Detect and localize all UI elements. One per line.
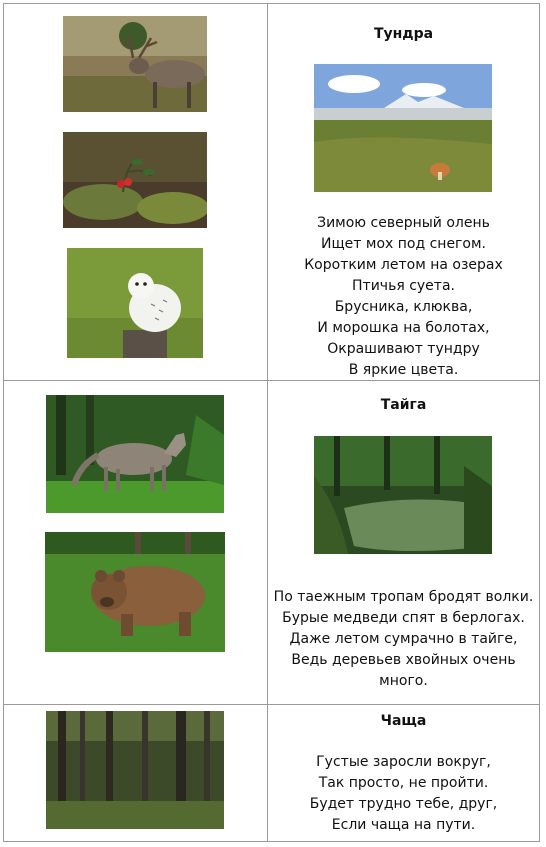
poem-line: Ведь деревьев хвойных очень [291, 652, 516, 668]
lingonberry-photo [63, 132, 207, 228]
tundra-text-cell [268, 4, 540, 381]
taiga-text-cell [268, 381, 540, 705]
thicket-forest-photo [46, 711, 224, 829]
poem-line: Так просто, не пройти. [318, 775, 489, 791]
poem-line: Окрашивают тундру [327, 341, 480, 357]
nature-zones-table [3, 3, 540, 842]
poem-line: Птичья суета. [352, 278, 455, 294]
poem-line: Даже летом сумрачно в тайге, [289, 631, 518, 647]
poem-line: Брусника, клюква, [334, 299, 473, 315]
poem-line: много. [379, 673, 428, 689]
table-row-tundra [4, 4, 540, 381]
zone-title-tundra: Тундра [373, 26, 434, 42]
thicket-poem [268, 752, 539, 836]
tundra-poem [268, 213, 539, 381]
poem-line: Густые заросли вокруг, [316, 754, 491, 770]
table-row-thicket [4, 705, 540, 842]
poem-line: Если чаща на пути. [331, 817, 476, 833]
table-row-taiga [4, 381, 540, 705]
taiga-lake-photo [314, 436, 492, 554]
thicket-text-cell [268, 705, 540, 842]
zone-title-thicket: Чаща [380, 713, 427, 729]
tundra-photos-cell [4, 4, 268, 381]
tundra-landscape-photo [314, 64, 492, 192]
brown-bear-photo [45, 532, 225, 652]
zone-title-taiga: Тайга [380, 397, 427, 413]
snowy-owl-photo [67, 248, 203, 358]
thicket-photos-cell [4, 705, 268, 842]
poem-line: Бурые медведи спят в берлогах. [282, 610, 525, 626]
poem-line: Будет трудно тебе, друг, [309, 796, 498, 812]
poem-line: И морошка на болотах, [317, 320, 490, 336]
poem-line: По таежным тропам бродят волки. [273, 589, 534, 605]
poem-line: Коротким летом на озерах [304, 257, 503, 273]
poem-line: Зимою северный олень [317, 215, 490, 231]
reindeer-photo [63, 16, 207, 112]
taiga-photos-cell [4, 381, 268, 705]
taiga-poem [268, 587, 539, 692]
poem-line: Ищет мох под снегом. [321, 236, 486, 252]
wolf-photo [46, 395, 224, 513]
poem-line: В яркие цвета. [348, 362, 459, 378]
